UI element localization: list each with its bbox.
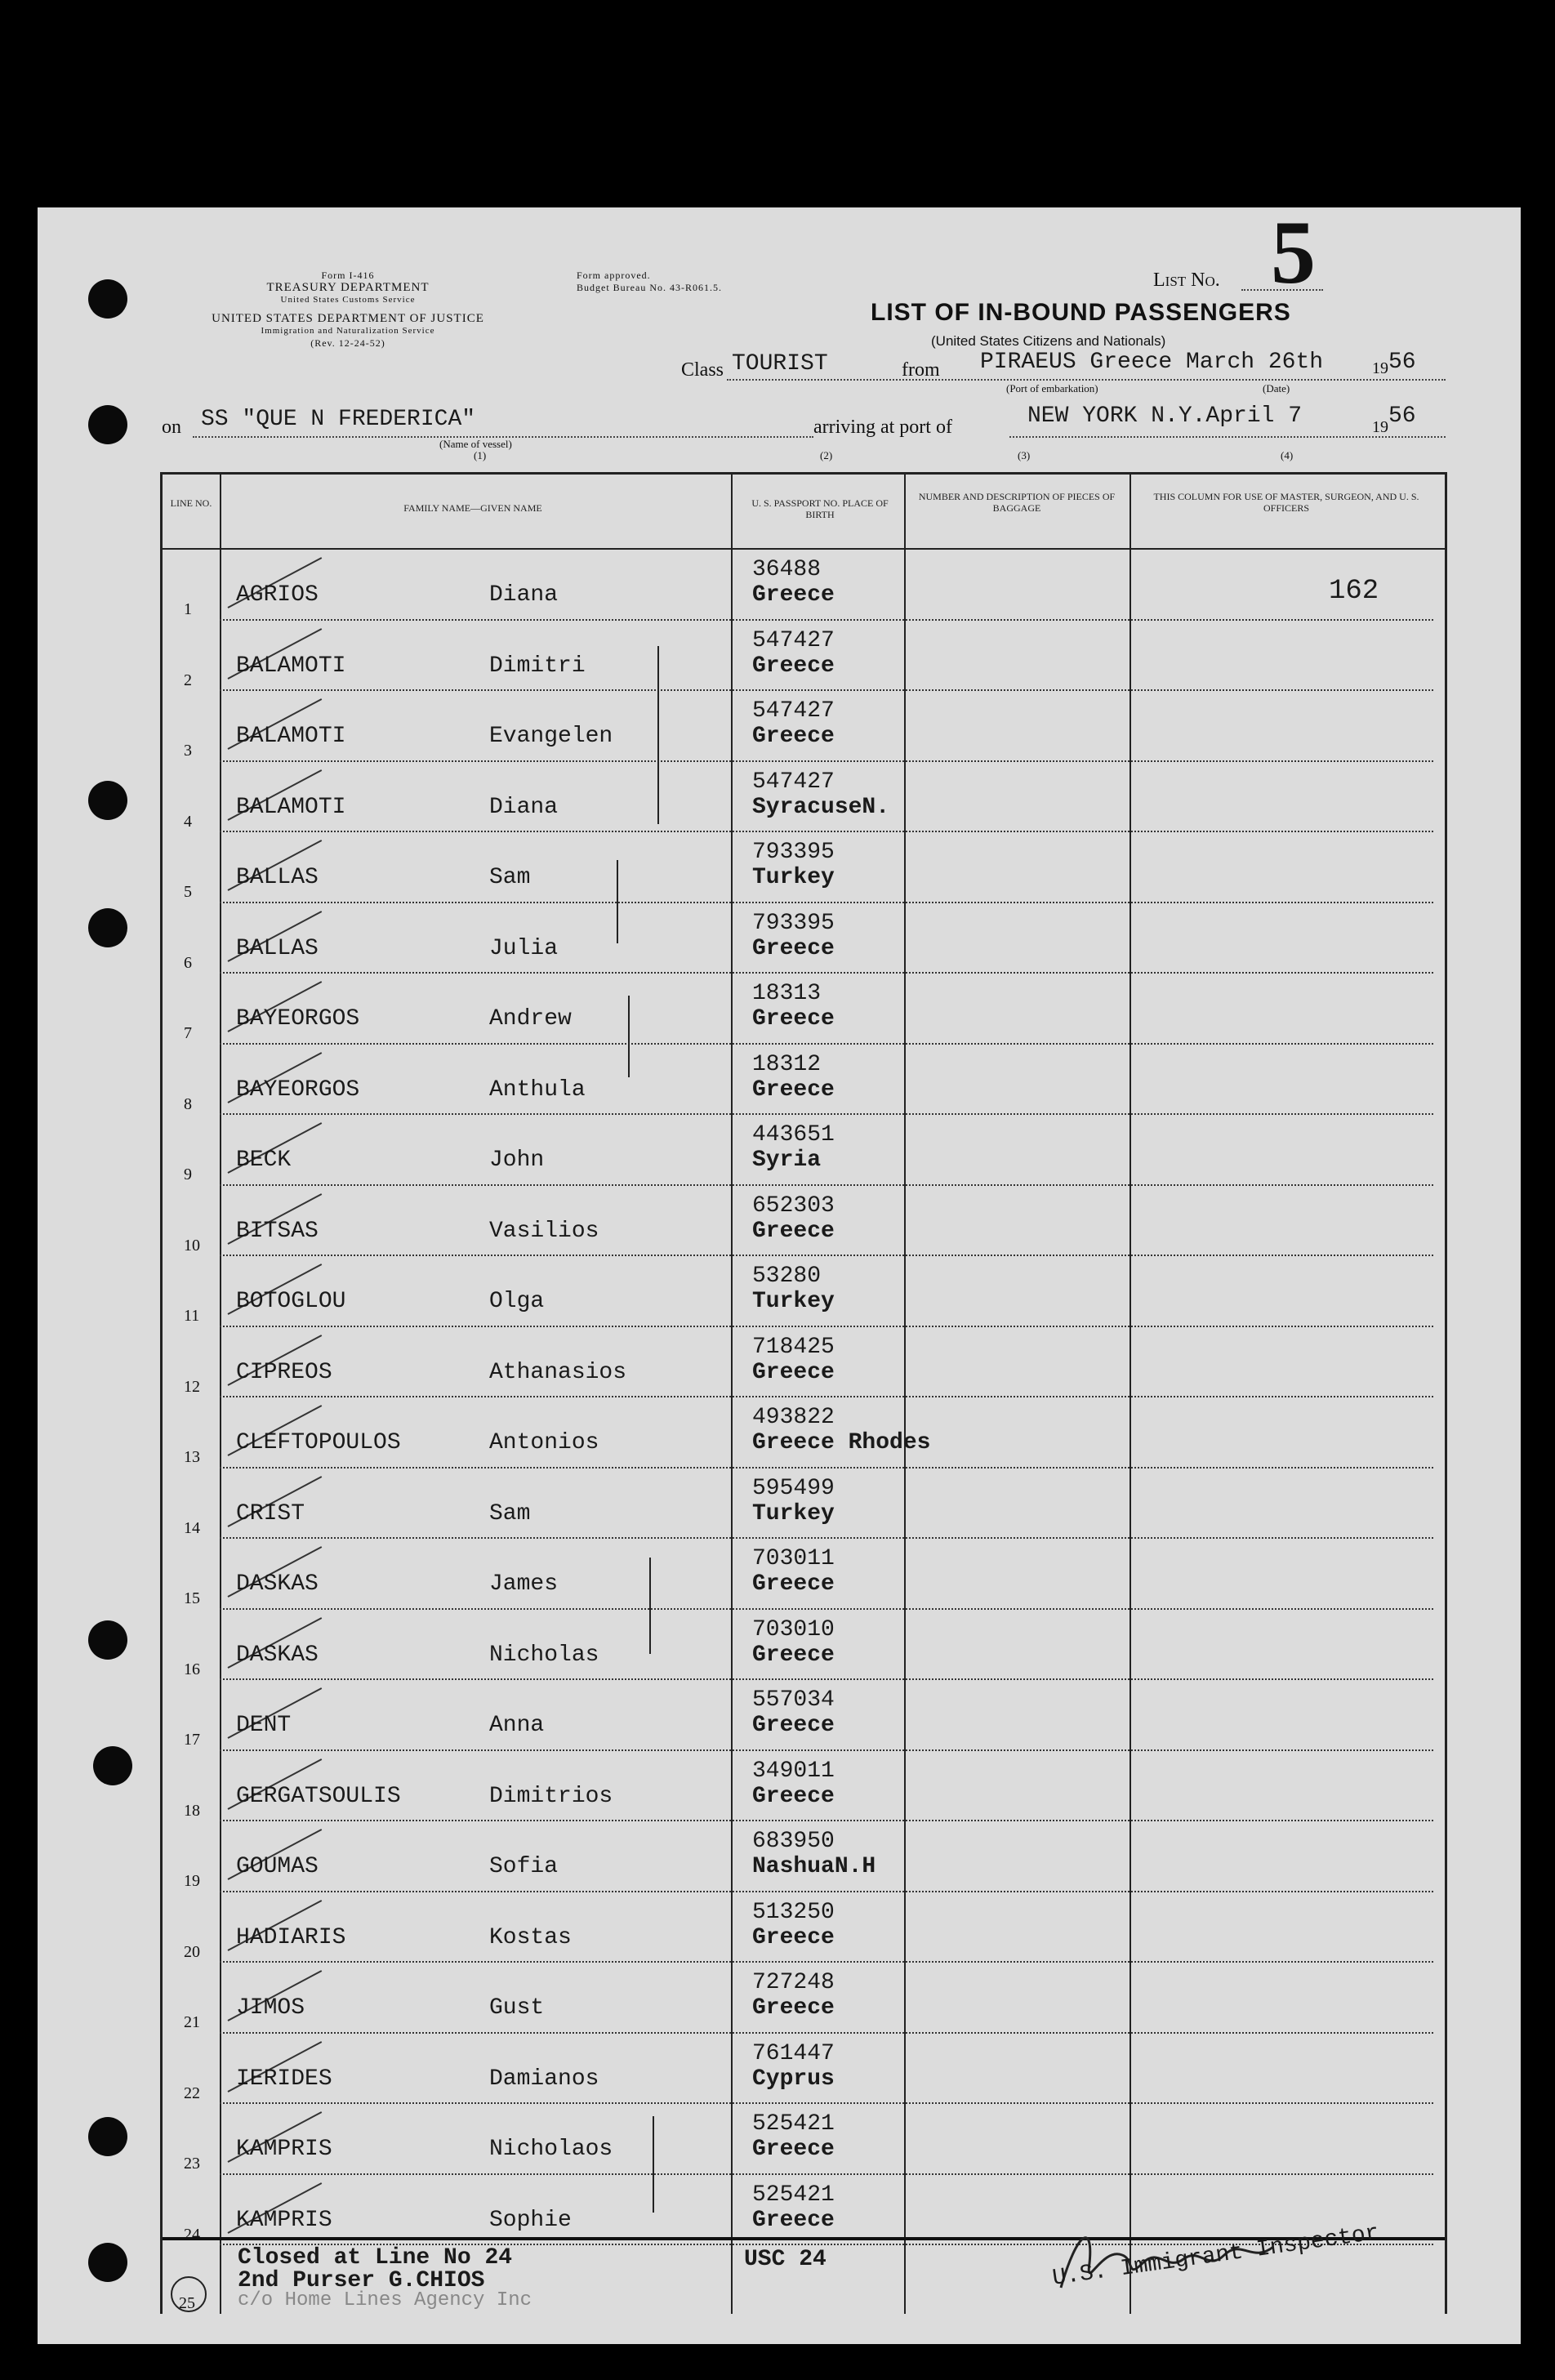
line-number: 8 <box>184 1094 192 1113</box>
passport-number: 53280 <box>752 1264 822 1289</box>
passport-number: 349011 <box>752 1758 835 1784</box>
passport-number: 547427 <box>752 627 835 653</box>
given-name: Dimitri <box>489 653 586 679</box>
family-name: BALLAS <box>236 865 319 890</box>
line-number: 24 <box>184 2225 200 2244</box>
port-caption: (Port of embarkation) <box>1006 382 1098 394</box>
from-year: 56 <box>1388 350 1416 375</box>
line-number: 14 <box>184 1518 200 1537</box>
given-name: Anna <box>489 1713 545 1738</box>
table-row <box>163 1327 1445 1398</box>
given-name: Sophie <box>489 2207 572 2233</box>
passport-number: 793395 <box>752 910 835 936</box>
arriving-year-prefix: 19 <box>1372 418 1388 436</box>
usc-total: USC 24 <box>744 2247 827 2272</box>
family-name: KAMPRIS <box>236 2207 332 2233</box>
line-number: 13 <box>184 1448 200 1466</box>
passport-number: 547427 <box>752 698 835 724</box>
place-of-birth: Greece <box>752 1642 835 1668</box>
table-row <box>163 762 1445 833</box>
place-of-birth: NashuaN.H <box>752 1854 876 1879</box>
family-name: CRIST <box>236 1500 305 1526</box>
family-bracket <box>617 860 618 943</box>
binder-hole <box>88 2117 127 2156</box>
binder-hole <box>88 279 127 319</box>
table-row <box>163 1256 1445 1327</box>
line-25-number: 25 <box>179 2294 195 2312</box>
place-of-birth: Turkey <box>752 865 835 890</box>
line-number: 9 <box>184 1165 192 1183</box>
family-name: BALAMOTI <box>236 794 346 820</box>
officer-note: 162 <box>1329 576 1379 607</box>
family-bracket <box>649 1558 651 1654</box>
table-row <box>163 1751 1445 1822</box>
given-name: Vasilios <box>489 1218 599 1244</box>
family-name: BAYEORGOS <box>236 1076 360 1103</box>
given-name: James <box>489 1571 559 1597</box>
on-label: on <box>162 417 181 438</box>
binder-hole <box>93 1746 132 1785</box>
place-of-birth: Greece <box>752 935 835 961</box>
family-name: KAMPRIS <box>236 2137 332 2162</box>
place-of-birth: Greece <box>752 1783 835 1809</box>
table-row <box>163 1115 1445 1186</box>
class-label: Class <box>681 359 724 381</box>
family-name: CLEFTOPOULOS <box>236 1430 401 1455</box>
given-name: Damianos <box>489 2066 599 2092</box>
given-name: Nicholas <box>489 1642 599 1668</box>
table-row <box>163 2104 1445 2175</box>
embarkation-value: PIRAEUS Greece March 26th <box>980 350 1324 375</box>
table-row <box>163 1821 1445 1892</box>
binder-hole <box>88 781 127 820</box>
family-name: BAYEORGOS <box>236 1006 360 1032</box>
list-no-label: List No. <box>1153 270 1220 291</box>
table-row <box>163 1963 1445 2034</box>
table-row <box>163 1045 1445 1116</box>
passport-number: 525421 <box>752 2182 835 2208</box>
arriving-underline <box>1009 436 1446 438</box>
purser-name: 2nd Purser G.CHIOS <box>238 2268 485 2293</box>
line-number: 6 <box>184 953 192 972</box>
line-number: 19 <box>184 1872 200 1890</box>
place-of-birth: Greece <box>752 2137 835 2162</box>
line-number: 3 <box>184 742 192 760</box>
given-name: John <box>489 1148 545 1173</box>
given-name: Andrew <box>489 1006 572 1032</box>
date-caption: (Date) <box>1263 382 1290 394</box>
col-header-officers: THIS COLUMN FOR USE OF MASTER, SURGEON, AND U. S. OFFICERS <box>1153 491 1419 514</box>
col-num-3: (3) <box>1018 449 1031 461</box>
justice-dept: UNITED STATES DEPARTMENT OF JUSTICE <box>212 312 484 325</box>
place-of-birth: SyracuseN. <box>752 794 890 820</box>
given-name: Antonios <box>489 1430 599 1455</box>
line-number: 7 <box>184 1024 192 1042</box>
closed-at-line: Closed at Line No 24 <box>238 2245 513 2271</box>
agency-line: c/o Home Lines Agency Inc <box>238 2289 532 2311</box>
budget-bureau: Budget Bureau No. 43-R061.5. <box>577 282 722 293</box>
table-row <box>163 1397 1445 1469</box>
table-row <box>163 974 1445 1045</box>
place-of-birth: Greece <box>752 1006 835 1032</box>
line-number: 5 <box>184 883 192 901</box>
col-header-baggage: NUMBER AND DESCRIPTION OF PIECES OF BAGGAGE <box>918 491 1116 514</box>
form-agency-block <box>160 270 536 350</box>
passport-number: 683950 <box>752 1829 835 1854</box>
passport-number: 703011 <box>752 1546 835 1571</box>
given-name: Kostas <box>489 1924 572 1950</box>
place-of-birth: Greece <box>752 1076 835 1103</box>
vessel-caption: (Name of vessel) <box>439 438 512 450</box>
given-name: Julia <box>489 935 559 961</box>
place-of-birth: Cyprus <box>752 2066 835 2092</box>
family-name: BOTOGLOU <box>236 1289 346 1314</box>
place-of-birth: Greece <box>752 653 835 679</box>
passport-number: 793395 <box>752 840 835 865</box>
table-row <box>163 903 1445 974</box>
family-bracket <box>657 646 659 824</box>
ins-service: Immigration and Naturalization Service <box>261 326 435 336</box>
given-name: Nicholaos <box>489 2137 613 2162</box>
passport-number: 703010 <box>752 1616 835 1642</box>
given-name: Diana <box>489 582 559 608</box>
col-num-4: (4) <box>1281 449 1294 461</box>
table-row <box>163 1469 1445 1540</box>
line-number: 17 <box>184 1731 200 1749</box>
given-name: Athanasios <box>489 1359 627 1385</box>
family-bracket <box>653 2116 654 2213</box>
customs-service: United States Customs Service <box>280 295 416 305</box>
class-value: TOURIST <box>732 351 828 377</box>
col-header-passport: U. S. PASSPORT NO. PLACE OF BIRTH <box>751 497 889 520</box>
table-row <box>163 1539 1445 1610</box>
passport-number: 761447 <box>752 2040 835 2066</box>
col-num-1: (1) <box>474 449 487 461</box>
given-name: Evangelen <box>489 724 613 749</box>
arrival-port-value: NEW YORK N.Y.April 7 <box>1027 403 1303 429</box>
vessel-name: SS "QUE N FREDERICA" <box>201 407 476 432</box>
place-of-birth: Greece <box>752 1218 835 1244</box>
line-number: 23 <box>184 2155 200 2173</box>
given-name: Olga <box>489 1289 545 1314</box>
family-name: IERIDES <box>236 2066 332 2092</box>
family-name: JIMOS <box>236 1995 305 2021</box>
form-id: Form I-416 <box>321 270 375 281</box>
given-name: Anthula <box>489 1076 586 1103</box>
line-number: 16 <box>184 1660 200 1678</box>
given-name: Diana <box>489 794 559 820</box>
passport-number: 443651 <box>752 1122 835 1148</box>
place-of-birth: Turkey <box>752 1289 835 1314</box>
line-number: 4 <box>184 812 192 831</box>
family-name: DASKAS <box>236 1571 319 1597</box>
table-row <box>163 1892 1445 1963</box>
given-name: Sofia <box>489 1854 559 1879</box>
passport-number: 493822 <box>752 1405 835 1430</box>
col-header-line: LINE NO. <box>170 497 212 509</box>
place-of-birth: Greece <box>752 1713 835 1738</box>
place-of-birth: Greece <box>752 724 835 749</box>
passport-number: 18313 <box>752 981 822 1006</box>
line-number: 15 <box>184 1589 200 1607</box>
given-name: Sam <box>489 1500 531 1526</box>
place-of-birth: Greece <box>752 2207 835 2233</box>
place-of-birth: Syria <box>752 1148 822 1173</box>
form-approved: Form approved. <box>577 270 651 281</box>
form-approval <box>577 270 722 294</box>
table-row <box>163 550 1445 621</box>
line-number: 20 <box>184 1942 200 1961</box>
table-row <box>163 1680 1445 1751</box>
family-name: BALAMOTI <box>236 653 346 679</box>
place-of-birth: Greece <box>752 1924 835 1950</box>
passport-number: 557034 <box>752 1687 835 1713</box>
page-subtitle: (United States Citizens and Nationals) <box>931 333 1166 349</box>
line-number: 1 <box>184 600 192 618</box>
passport-number: 595499 <box>752 1475 835 1501</box>
passport-number: 718425 <box>752 1334 835 1360</box>
page-title: LIST OF IN-BOUND PASSENGERS <box>871 299 1291 326</box>
passport-number: 36488 <box>752 557 822 582</box>
family-name: BALLAS <box>236 935 319 961</box>
family-name: BECK <box>236 1148 292 1173</box>
passenger-table <box>160 472 1447 2314</box>
col-header-name: FAMILY NAME—GIVEN NAME <box>403 502 542 514</box>
from-year-prefix: 19 <box>1372 359 1388 377</box>
given-name: Dimitrios <box>489 1783 613 1809</box>
place-of-birth: Greece <box>752 1359 835 1385</box>
list-number: 5 <box>1271 203 1316 302</box>
table-row <box>163 2034 1445 2105</box>
class-from-underline <box>727 379 1446 381</box>
passport-number: 652303 <box>752 1192 835 1219</box>
family-name: BALAMOTI <box>236 724 346 749</box>
inspector-title: U.S. Immigrant Inspector <box>1050 2221 1381 2292</box>
passport-number: 525421 <box>752 2111 835 2137</box>
place-of-birth: Greece Rhodes <box>752 1430 931 1455</box>
given-name: Sam <box>489 865 531 890</box>
binder-hole <box>88 405 127 444</box>
place-of-birth: Greece <box>752 1995 835 2021</box>
family-name: BITSAS <box>236 1218 319 1244</box>
binder-hole <box>88 2243 127 2282</box>
col-num-2: (2) <box>820 449 833 461</box>
place-of-birth: Greece <box>752 1571 835 1597</box>
passport-number: 547427 <box>752 769 835 795</box>
line-number: 22 <box>184 2084 200 2102</box>
table-row <box>163 1610 1445 1681</box>
family-name: DENT <box>236 1713 292 1738</box>
arriving-year: 56 <box>1388 403 1416 429</box>
family-name: AGRIOS <box>236 582 319 608</box>
binder-hole <box>88 1620 127 1660</box>
family-name: GOUMAS <box>236 1854 319 1879</box>
family-name: HADIARIS <box>236 1924 346 1950</box>
line-number: 21 <box>184 2013 200 2031</box>
passport-number: 18312 <box>752 1051 822 1077</box>
table-row <box>163 832 1445 903</box>
family-name: GERGATSOULIS <box>236 1783 401 1809</box>
binder-hole <box>88 908 127 947</box>
from-label: from <box>902 359 940 381</box>
arriving-label: arriving at port of <box>813 417 952 438</box>
passport-number: 727248 <box>752 1970 835 1995</box>
treasury-dept: TREASURY DEPARTMENT <box>266 281 430 294</box>
family-name: CIPREOS <box>236 1359 332 1385</box>
place-of-birth: Turkey <box>752 1500 835 1526</box>
line-number: 10 <box>184 1236 200 1255</box>
table-row <box>163 1186 1445 1257</box>
line-number: 18 <box>184 1801 200 1820</box>
line-number: 11 <box>184 1307 200 1325</box>
revision: (Rev. 12-24-52) <box>310 337 385 349</box>
table-row <box>163 691 1445 762</box>
line-25-circle <box>171 2276 207 2312</box>
passport-number: 513250 <box>752 1899 835 1925</box>
place-of-birth: Greece <box>752 582 835 608</box>
given-name: Gust <box>489 1995 545 2021</box>
line-number: 12 <box>184 1377 200 1396</box>
table-row <box>163 621 1445 692</box>
family-bracket <box>628 996 630 1077</box>
line-number: 2 <box>184 671 192 689</box>
family-name: DASKAS <box>236 1642 319 1668</box>
